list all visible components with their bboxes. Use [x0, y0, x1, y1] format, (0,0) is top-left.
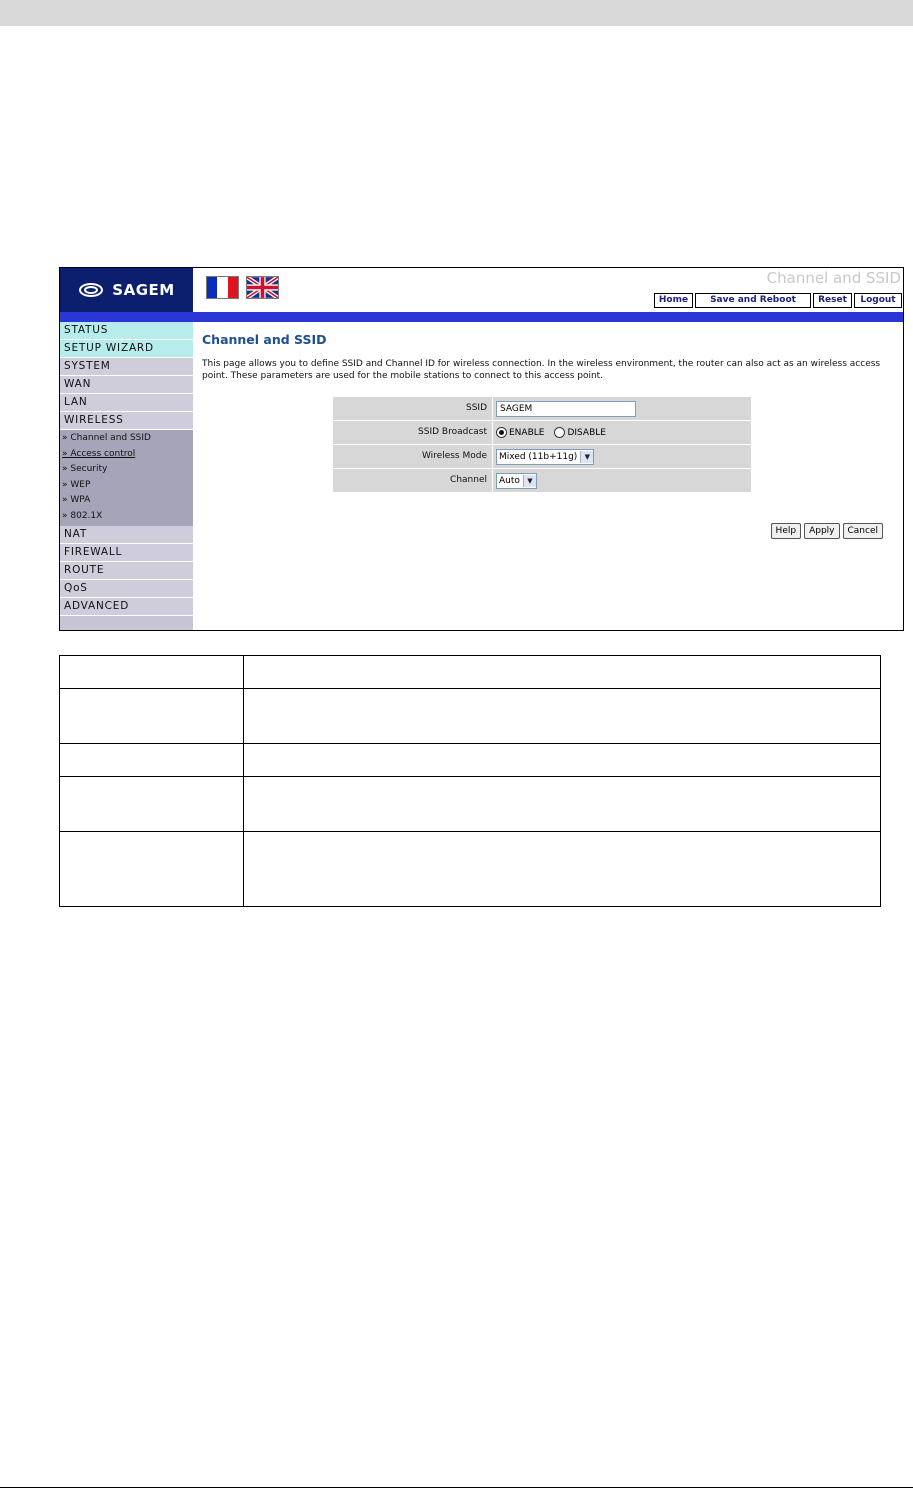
parameter-table	[59, 655, 881, 907]
radio-selected-icon	[496, 427, 507, 438]
table-cell	[60, 832, 244, 907]
form-row-channel	[333, 469, 751, 493]
table-row	[60, 832, 881, 907]
channel-select[interactable]	[496, 473, 537, 489]
table-cell	[244, 777, 881, 832]
submenu-item-wpa[interactable]: » WPA	[62, 495, 91, 505]
table-cell	[60, 777, 244, 832]
channel-label: Channel	[450, 475, 487, 485]
table-cell	[60, 689, 244, 744]
logo-text: SAGEM	[112, 281, 175, 299]
wireless-mode-label: Wireless Mode	[421, 451, 487, 461]
submenu-item-label: » Access control	[62, 448, 136, 459]
french-flag-icon[interactable]	[206, 276, 239, 299]
submenu-item-access-control[interactable]	[60, 447, 193, 463]
sidebar-item-nat[interactable]: NAT	[60, 526, 193, 544]
broadcast-disable-radio[interactable]	[554, 427, 606, 438]
table-cell	[244, 656, 881, 689]
reset-button[interactable]: Reset	[813, 293, 852, 308]
sidebar-item-lan[interactable]: LAN	[60, 394, 193, 412]
broadcast-enable-radio[interactable]	[496, 427, 544, 438]
sagem-logo	[60, 268, 193, 312]
table-cell	[244, 744, 881, 777]
sidebar-item-advanced[interactable]: ADVANCED	[60, 598, 193, 616]
home-button[interactable]: Home	[654, 293, 693, 308]
footer-rule	[0, 1487, 913, 1488]
help-button[interactable]: Help	[771, 523, 802, 539]
ssid-label: SSID	[465, 403, 487, 413]
submenu-item-8021x[interactable]: » 802.1X	[62, 510, 103, 521]
sidebar-item-firewall[interactable]: FIREWALL	[60, 544, 193, 562]
table-cell	[60, 744, 244, 777]
header-divider	[60, 312, 903, 322]
submenu-item-channel-ssid[interactable]: » Channel and SSID	[62, 433, 151, 443]
ssid-broadcast-label: SSID Broadcast	[418, 427, 487, 437]
table-row	[60, 656, 881, 689]
top-nav	[654, 293, 902, 308]
cancel-button[interactable]: Cancel	[843, 523, 884, 539]
disable-label: DISABLE	[567, 427, 606, 438]
table-row	[60, 744, 881, 777]
settings-form	[333, 397, 751, 493]
wireless-mode-select[interactable]	[496, 449, 594, 465]
language-flags	[206, 276, 279, 299]
section-heading: Channel and SSID	[202, 332, 327, 347]
document-header-bar	[0, 0, 913, 26]
wireless-submenu	[60, 430, 193, 526]
table-cell	[244, 689, 881, 744]
form-row-wireless-mode	[333, 445, 751, 469]
router-screenshot-frame	[59, 267, 904, 631]
save-and-reboot-button[interactable]: Save and Reboot	[695, 293, 811, 308]
sidebar-item-setup-wizard[interactable]: SETUP WIZARD	[60, 340, 193, 358]
submenu-item-security[interactable]: » Security	[62, 464, 108, 474]
channel-value: Auto	[499, 475, 520, 486]
sidebar-item-system[interactable]: SYSTEM	[60, 358, 193, 376]
sidebar-item-wireless[interactable]: WIRELESS	[60, 412, 193, 430]
sidebar-item-status[interactable]: STATUS	[60, 322, 193, 340]
uk-flag-icon[interactable]	[246, 276, 279, 299]
sidebar-item-route[interactable]: ROUTE	[60, 562, 193, 580]
section-description: This page allows you to define SSID and Channel ID for wireless connection. In the wireless environment, the router can also act as an wireless access point. These parameters are used for the mobile stations to connect to this access point.	[202, 359, 881, 381]
sagem-logo-icon	[78, 282, 104, 298]
sidebar	[60, 322, 193, 630]
form-actions	[771, 523, 883, 539]
page-title: Channel and SSID	[766, 269, 901, 287]
form-row-ssid-broadcast	[333, 421, 751, 445]
submenu-item-wep[interactable]: » WEP	[62, 479, 91, 490]
chevron-down-icon: ▼	[580, 451, 593, 463]
sidebar-item-qos[interactable]: QoS	[60, 580, 193, 598]
sidebar-item-wan[interactable]: WAN	[60, 376, 193, 394]
logout-button[interactable]: Logout	[854, 293, 902, 308]
table-row	[60, 777, 881, 832]
table-row	[60, 689, 881, 744]
radio-unselected-icon	[554, 427, 565, 438]
table-cell	[60, 656, 244, 689]
table-cell	[244, 832, 881, 907]
enable-label: ENABLE	[509, 427, 545, 438]
wireless-mode-value: Mixed (11b+11g)	[499, 451, 578, 462]
apply-button[interactable]: Apply	[804, 523, 839, 539]
ssid-input[interactable]: SAGEM	[496, 401, 636, 417]
main-content	[194, 322, 903, 630]
form-row-ssid	[333, 397, 751, 421]
chevron-down-icon: ▼	[523, 475, 536, 487]
